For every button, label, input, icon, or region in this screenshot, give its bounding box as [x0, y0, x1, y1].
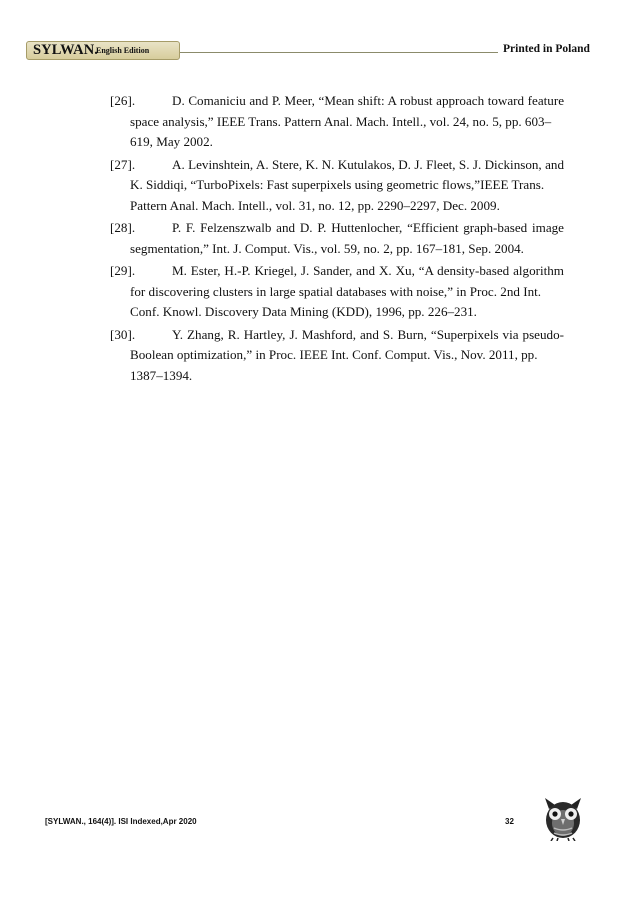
reference-text-line: Pattern Anal. Mach. Intell., vol. 31, no. 12, pp. 2290–2297, Dec. 2009.	[130, 197, 500, 213]
reference-text-line: space analysis,” IEEE Trans. Pattern Anal. Mach. Intell., vol. 24, no. 5, pp. 603–	[130, 113, 552, 129]
reference-text-line: Y. Zhang, R. Hartley, J. Mashford, and S. Burn, “Superpixels via pseudo-	[172, 326, 564, 342]
reference-number: [29].	[110, 263, 136, 279]
reference-item	[110, 325, 564, 387]
reference-text-line: D. Comaniciu and P. Meer, “Mean shift: A robust approach toward feature	[172, 93, 564, 108]
reference-text-line: P. F. Felzenszwalb and D. P. Huttenlocher, “Efficient graph-based image	[172, 220, 564, 236]
journal-brand: SYLWAN.	[33, 42, 99, 58]
header-rule	[180, 52, 498, 53]
reference-text-line: M. Ester, H.-P. Kriegel, J. Sander, and X. Xu, “A density-based algorithm	[172, 263, 564, 279]
reference-text-line: Conf. Knowl. Discovery Data Mining (KDD), 1996, pp. 226–231.	[130, 304, 477, 320]
reference-item	[110, 91, 564, 153]
reference-text-line: 619, May 2002.	[130, 134, 213, 150]
owl-logo-icon	[539, 795, 587, 841]
reference-number: [27].	[110, 156, 136, 172]
reference-text-line: 1387–1394.	[130, 367, 193, 383]
reference-item	[110, 261, 564, 323]
printed-in-label: Printed in Poland	[503, 43, 590, 55]
reference-text-line: Boolean optimization,” in Proc. IEEE Int. Conf. Comput. Vis., Nov. 2011, pp.	[130, 347, 538, 363]
reference-text-line: for discovering clusters in large spatial databases with noise,” in Proc. 2nd Int.	[130, 283, 542, 299]
reference-item	[110, 218, 564, 259]
reference-text-line: K. Siddiqi, “TurboPixels: Fast superpixels using geometric flows,”IEEE Trans.	[130, 177, 545, 193]
reference-number: [26].	[110, 93, 136, 108]
edition-label: English Edition	[96, 46, 150, 55]
footer-citation: [SYLWAN., 164(4)]. ISI Indexed,Apr 2020	[45, 817, 197, 826]
reference-item	[110, 155, 564, 217]
reference-text-line: segmentation,” Int. J. Comput. Vis., vol. 59, no. 2, pp. 167–181, Sep. 2004.	[130, 240, 524, 256]
reference-number: [30].	[110, 326, 136, 342]
reference-number: [28].	[110, 220, 136, 236]
reference-list	[110, 91, 564, 388]
reference-text-line: A. Levinshtein, A. Stere, K. N. Kutulakos, D. J. Fleet, S. J. Dickinson, and	[172, 156, 564, 172]
page-number: 32	[505, 817, 514, 826]
